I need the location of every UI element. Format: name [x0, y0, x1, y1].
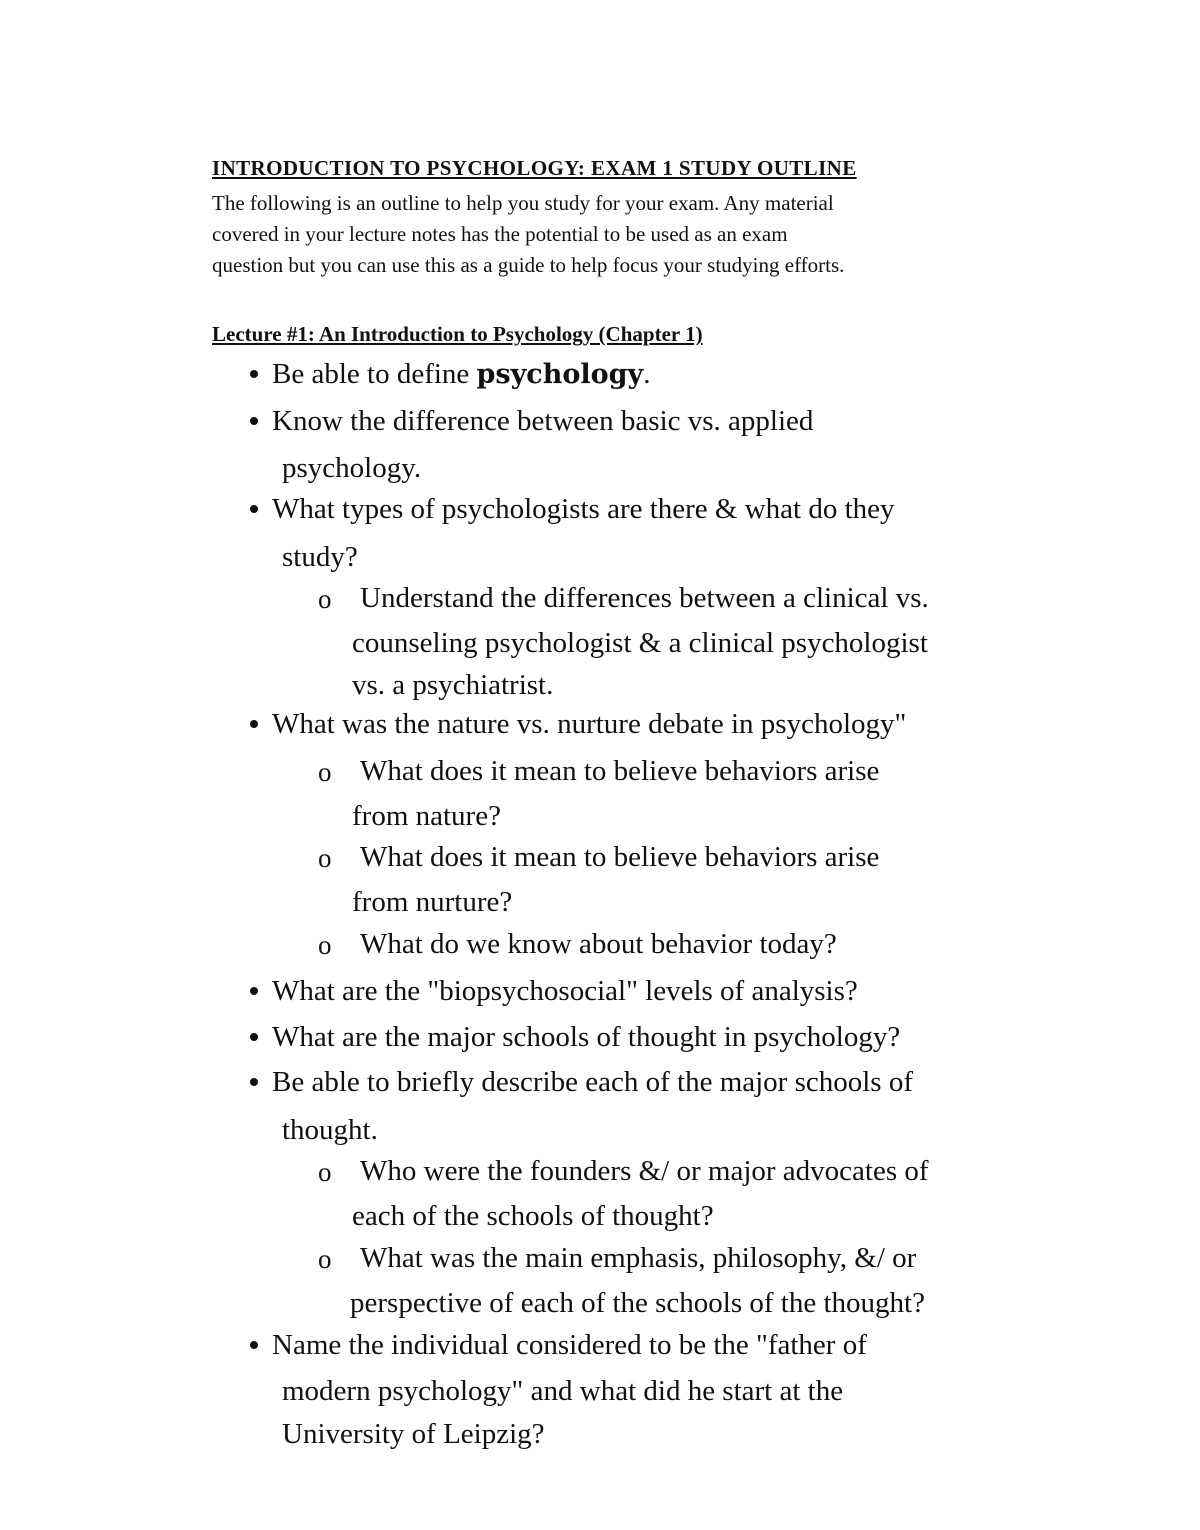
bullet-icon	[250, 1341, 258, 1349]
outline-subitem-text: What was the main emphasis, philosophy, &/ or	[360, 1242, 917, 1274]
sub-bullet-marker: o	[318, 843, 332, 873]
outline-subitem-text: counseling psychologist & a clinical psychologist	[352, 627, 928, 659]
outline-subitem-text: Understand the differences between a clinical vs.	[360, 582, 929, 614]
outline-subitem-text: What does it mean to believe behaviors arise	[360, 841, 880, 873]
bullet-icon	[250, 417, 258, 425]
outline-item-text: What are the major schools of thought in psychology?	[272, 1021, 901, 1053]
document-title: INTRODUCTION TO PSYCHOLOGY: EXAM 1 STUDY OUTLINE	[212, 156, 857, 180]
bullet-icon	[250, 987, 258, 995]
intro-line: covered in your lecture notes has the potential to be used as an exam	[212, 222, 788, 246]
outline-item-text: study?	[282, 541, 358, 573]
outline-item-text: Be able to briefly describe each of the major schools of	[272, 1066, 913, 1098]
outline-subitem-text: What do we know about behavior today?	[360, 928, 837, 960]
outline-subitem-text: vs. a psychiatrist.	[352, 669, 554, 701]
outline-subitem-text: each of the schools of thought?	[352, 1200, 714, 1232]
outline-item-text: University of Leipzig?	[282, 1418, 545, 1450]
bullet-icon	[250, 505, 258, 513]
intro-line: question but you can use this as a guide to help focus your studying efforts.	[212, 253, 845, 277]
bullet-icon	[250, 370, 258, 378]
outline-item-text: Know the difference between basic vs. applied	[272, 405, 814, 437]
outline-item-text: modern psychology" and what did he start at the	[282, 1375, 844, 1407]
outline-item-text: What are the "biopsychosocial" levels of analysis?	[272, 975, 858, 1007]
outline-item-text: thought.	[282, 1114, 378, 1146]
sub-bullet-marker: o	[318, 584, 332, 614]
item-text: .	[643, 358, 651, 390]
outline-subitem-text: perspective of each of the schools of the thought?	[350, 1287, 925, 1319]
key-term: psychology	[476, 359, 644, 390]
outline-subitem-text: from nature?	[352, 800, 501, 832]
outline-item-text: Name the individual considered to be the "father of	[272, 1329, 867, 1361]
outline-item-text: What types of psychologists are there & what do they	[272, 493, 895, 525]
outline-item-text: What was the nature vs. nurture debate in psychology"	[272, 708, 907, 740]
outline-subitem-text: What does it mean to believe behaviors arise	[360, 755, 880, 787]
outline-item-define-psychology	[272, 360, 650, 389]
bullet-icon	[250, 720, 258, 728]
outline-subitem-text: from nurture?	[352, 886, 513, 918]
bullet-icon	[250, 1078, 258, 1086]
bullet-icon	[250, 1033, 258, 1041]
outline-subitem-text: Who were the founders &/ or major advocates of	[360, 1155, 929, 1187]
sub-bullet-marker: o	[318, 930, 332, 960]
intro-line: The following is an outline to help you study for your exam. Any material	[212, 191, 834, 215]
item-text: Be able to define	[272, 358, 477, 390]
sub-bullet-marker: o	[318, 1244, 332, 1274]
lecture-heading: Lecture #1: An Introduction to Psychology (Chapter 1)	[212, 322, 703, 346]
outline-item-text: psychology.	[282, 452, 422, 484]
sub-bullet-marker: o	[318, 1157, 332, 1187]
sub-bullet-marker: o	[318, 757, 332, 787]
